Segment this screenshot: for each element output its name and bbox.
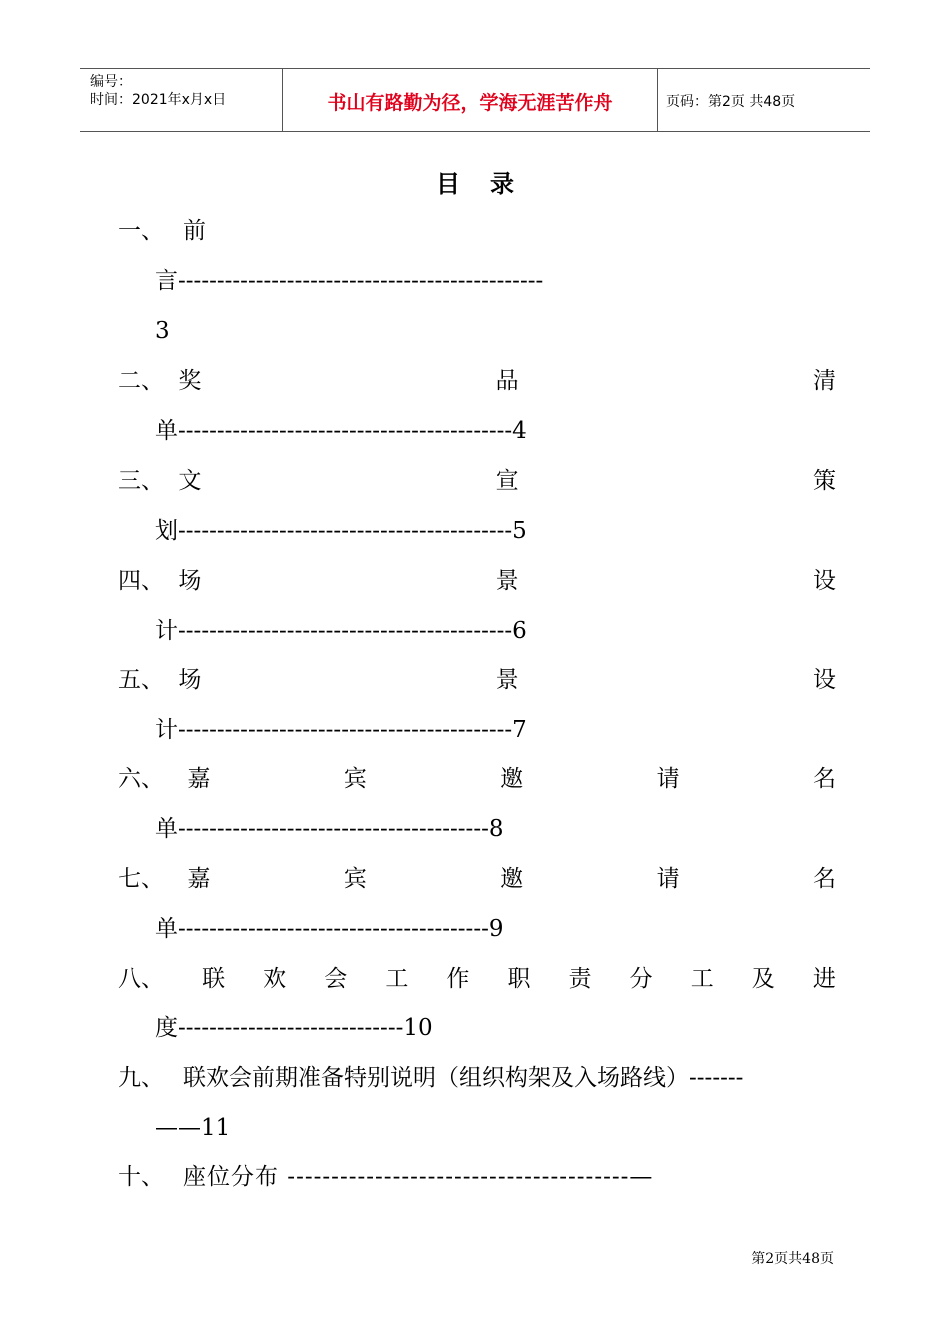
toc-entry-10-number: 十、 <box>118 1164 164 1190</box>
toc-entry-5-char: 设 <box>812 667 836 693</box>
toc-entry-9-text: 联欢会前期准备特别说明（组织构架及入场路线）------- <box>183 1065 744 1091</box>
toc-entry-6-char: 宾 <box>343 766 367 792</box>
toc-entry-3-number: 三、 <box>118 468 164 494</box>
toc-entry-1-char: 前 <box>183 218 206 244</box>
toc-entry-7-char: 邀 <box>500 866 524 892</box>
toc-entry-7-char: 嘉 <box>187 866 211 892</box>
toc-entry-8-continuation: 度-----------------------------10 <box>155 1015 433 1041</box>
toc-entry-8-char: 职 <box>507 966 531 992</box>
toc-entry-8-char: 责 <box>568 966 592 992</box>
page-footer: 第2页共48页 <box>751 1251 834 1267</box>
toc-entry-4-number: 四、 <box>118 568 164 594</box>
toc-entry-5-number: 五、 <box>118 667 164 693</box>
toc-entry-8-char: 联 <box>202 966 226 992</box>
toc-entry-3-char: 宣 <box>495 468 519 494</box>
toc-entry-3-char: 策 <box>812 468 836 494</box>
toc-entry-6-char: 名 <box>812 766 836 792</box>
toc-entry-8-char: 工 <box>385 966 409 992</box>
toc-entry-4-continuation: 计-------------------------------------------6 <box>155 618 527 644</box>
toc-entry-7-number: 七、 <box>118 866 164 892</box>
document-number-label: 编号： <box>90 74 132 90</box>
toc-entry-7-char: 宾 <box>343 866 367 892</box>
page-header <box>80 68 870 132</box>
toc-entry-5-char: 景 <box>495 667 519 693</box>
toc-entry-6 <box>118 764 836 794</box>
toc-entry-1-continuation: 言----------------------------------------------- <box>155 268 544 294</box>
toc-entry-1-page: 3 <box>155 318 170 344</box>
toc-entry-8-char: 分 <box>629 966 653 992</box>
toc-entry-1-number: 一、 <box>118 218 164 244</box>
toc-entry-7 <box>118 864 836 894</box>
toc-entry-2-continuation: 单-------------------------------------------4 <box>155 418 527 444</box>
toc-entry-2-char: 品 <box>495 368 519 394</box>
toc-entry-5-char: 场 <box>178 667 202 693</box>
toc-entry-8-char: 工 <box>690 966 714 992</box>
toc-entry-5 <box>118 665 836 695</box>
toc-entry-9-continuation: ——11 <box>155 1115 231 1141</box>
toc-entry-8-char: 及 <box>751 966 775 992</box>
toc-entry-2-number: 二、 <box>118 368 164 394</box>
toc-entry-3-char: 文 <box>178 468 202 494</box>
toc-entry-5-continuation: 计-------------------------------------------7 <box>155 717 527 743</box>
toc-entry-6-number: 六、 <box>118 766 164 792</box>
header-page-info: 页码：第2页 共48页 <box>666 94 796 110</box>
toc-entry-8-number: 八、 <box>118 966 164 992</box>
toc-entry-2 <box>118 366 836 396</box>
header-right-cell <box>656 69 870 131</box>
toc-entry-3 <box>118 466 836 496</box>
toc-entry-10-text: 座位分布 ---------------------------------------— <box>183 1164 654 1190</box>
toc-entry-7-char: 名 <box>812 866 836 892</box>
toc-entry-9-number: 九、 <box>118 1065 164 1091</box>
document-time-label: 时间：2021年x月x日 <box>90 92 227 108</box>
header-motto: 书山有路勤为径，学海无涯苦作舟 <box>327 92 613 114</box>
header-left-cell <box>80 69 282 131</box>
toc-entry-4 <box>118 566 836 596</box>
toc-entry-6-char: 请 <box>656 766 680 792</box>
toc-entry-8 <box>118 964 836 994</box>
toc-entry-2-char: 奖 <box>178 368 202 394</box>
toc-entry-4-char: 设 <box>812 568 836 594</box>
toc-entry-8-char: 作 <box>446 966 470 992</box>
toc-entry-4-char: 景 <box>495 568 519 594</box>
toc-entry-8-char: 进 <box>812 966 836 992</box>
toc-entry-8-char: 欢 <box>263 966 287 992</box>
toc-entry-6-char: 嘉 <box>187 766 211 792</box>
toc-entry-8-char: 会 <box>324 966 348 992</box>
toc-entry-4-char: 场 <box>178 568 202 594</box>
toc-entry-2-char: 清 <box>812 368 836 394</box>
toc-entry-3-continuation: 划-------------------------------------------5 <box>155 518 527 544</box>
toc-entry-7-continuation: 单----------------------------------------9 <box>155 916 504 942</box>
toc-entry-6-char: 邀 <box>500 766 524 792</box>
toc-title: 目录 <box>436 170 544 198</box>
header-middle-cell <box>282 69 658 131</box>
toc-entry-6-continuation: 单----------------------------------------8 <box>155 816 504 842</box>
toc-entry-7-char: 请 <box>656 866 680 892</box>
